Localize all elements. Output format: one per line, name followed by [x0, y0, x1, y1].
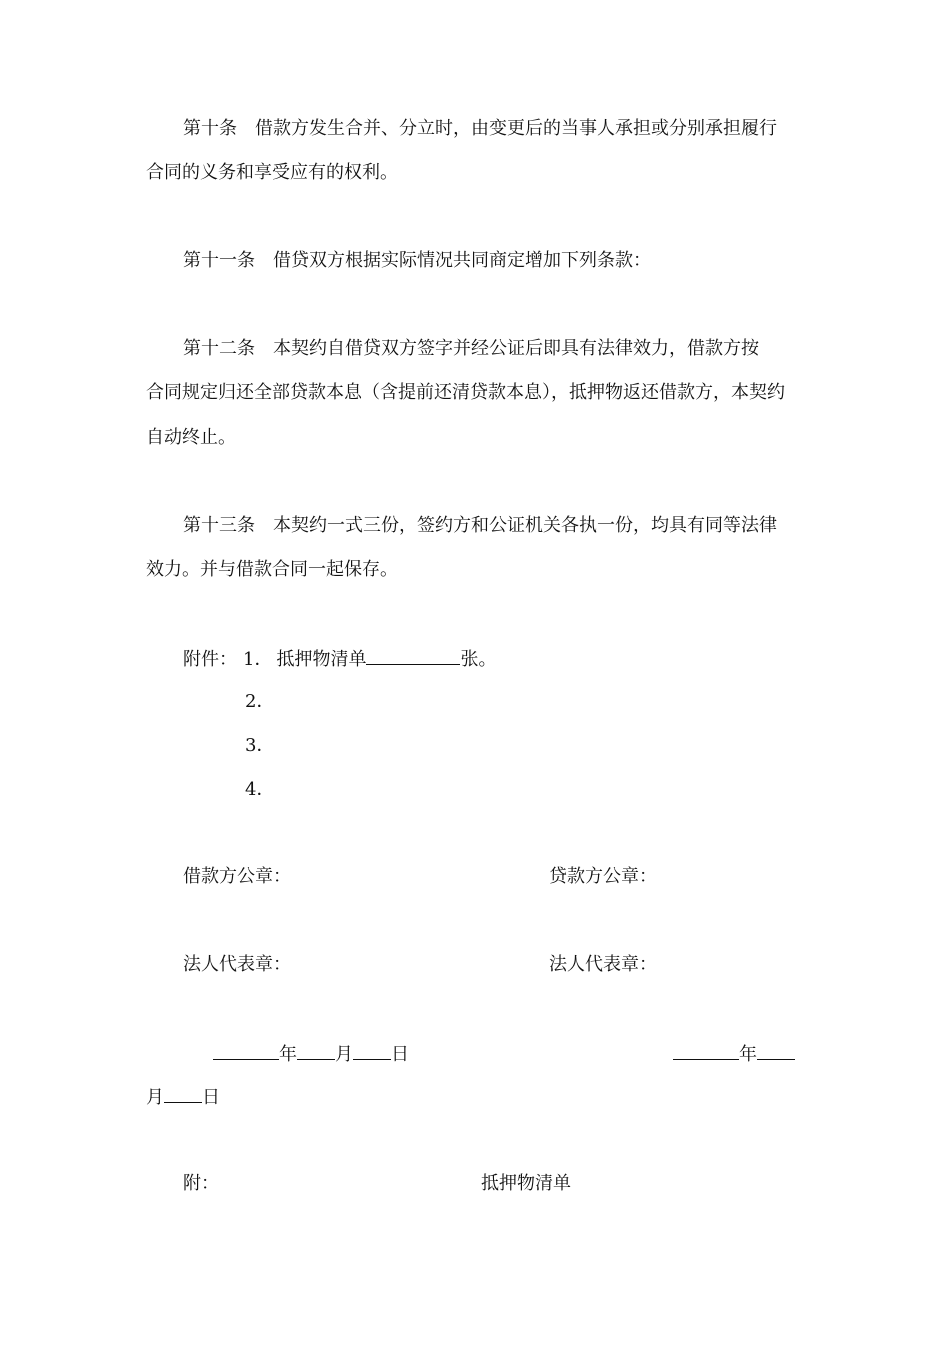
- attachments-label: 附件：: [183, 649, 237, 670]
- article-13-line1: 第十三条 本契约一式三份，签约方和公证机关各执一份，均具有同等法律: [183, 515, 777, 536]
- attachment-4-number: 4．: [245, 779, 275, 800]
- attachments-line-1: [183, 647, 496, 671]
- article-12-line2: 合同规定归还全部贷款本息（含提前还清贷款本息），抵押物返还借款方，本契约: [146, 382, 785, 403]
- article-12-line3: 自动终止。: [146, 427, 236, 448]
- attachment-1-text: 抵押物清单: [276, 649, 367, 670]
- borrower-year-blank: [213, 1042, 279, 1060]
- attachment-1-blank: [366, 647, 460, 665]
- lender-day-blank: [164, 1085, 202, 1103]
- attachment-1-suffix: 张。: [460, 649, 497, 670]
- attachment-1-number: 1．: [243, 649, 273, 670]
- article-10-line1: 第十条 借款方发生合并、分立时，由变更后的当事人承担或分别承担履行: [183, 118, 777, 139]
- appendix-label: 附：: [183, 1173, 219, 1194]
- article-13-line2: 效力。并与借款合同一起保存。: [146, 559, 398, 580]
- borrower-rep-label: 法人代表章：: [183, 954, 291, 975]
- article-12-line1: 第十二条 本契约自借贷双方签字并经公证后即具有法律效力，借款方按: [183, 338, 759, 359]
- borrower-day-label: 日: [391, 1044, 409, 1065]
- borrower-date: [213, 1042, 409, 1066]
- lender-month-blank: [757, 1042, 795, 1060]
- lender-date-continued: [146, 1085, 220, 1109]
- borrower-year-label: 年: [279, 1044, 297, 1065]
- attachment-3-number: 3．: [245, 735, 275, 756]
- lender-month-label: 月: [146, 1087, 164, 1108]
- borrower-month-label: 月: [335, 1044, 353, 1065]
- lender-year-blank: [673, 1042, 739, 1060]
- lender-day-label: 日: [202, 1087, 220, 1108]
- borrower-day-blank: [353, 1042, 391, 1060]
- attachment-2-number: 2．: [245, 691, 275, 712]
- appendix-title: 抵押物清单: [481, 1173, 571, 1194]
- borrower-month-blank: [297, 1042, 335, 1060]
- article-11-line1: 第十一条 借贷双方根据实际情况共同商定增加下列条款：: [183, 250, 651, 271]
- borrower-seal-label: 借款方公章：: [183, 866, 291, 887]
- lender-date: [673, 1042, 795, 1066]
- lender-seal-label: 贷款方公章：: [549, 866, 657, 887]
- article-10-line2: 合同的义务和享受应有的权利。: [146, 162, 398, 183]
- lender-year-label: 年: [739, 1044, 757, 1065]
- lender-rep-label: 法人代表章：: [549, 954, 657, 975]
